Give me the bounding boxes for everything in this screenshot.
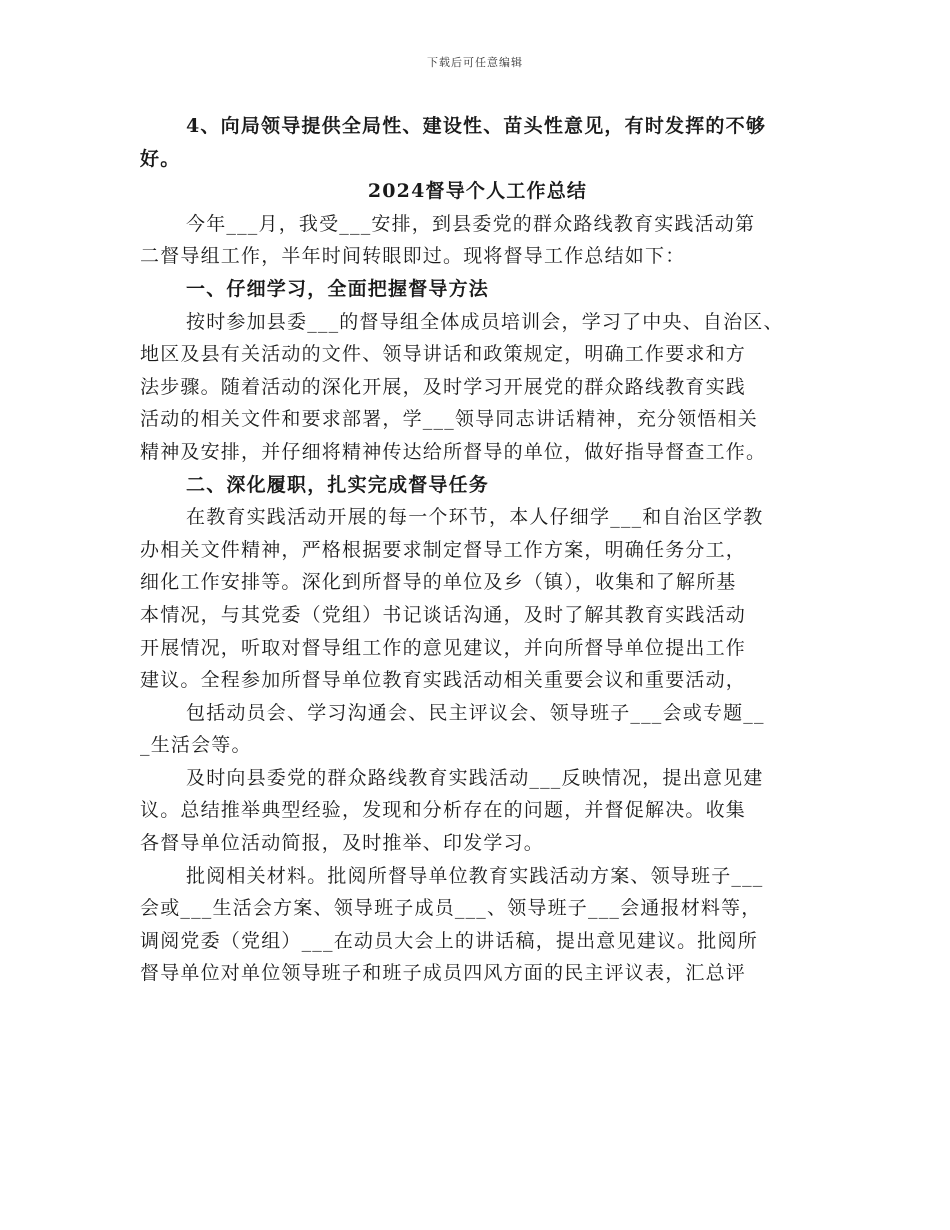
section-heading: 二、深化履职，扎实完成督导任务	[186, 473, 490, 496]
text-line: 开展情况，听取对督导组工作的意见建议，并向所督导单位提出工作	[140, 636, 747, 659]
text-line: 督导单位对单位领导班子和班子成员四风方面的民主评议表，汇总评	[140, 962, 747, 985]
text-line: 今年___月，我受___安排，到县委党的群众路线教育实践活动第	[186, 212, 756, 235]
text-line: 包括动员会、学习沟通会、民主评议会、领导班子___会或专题__	[186, 701, 765, 724]
text-line: _生活会等。	[140, 734, 252, 757]
text-line: 议。总结推举典型经验，发现和分析存在的问题，并督促解决。收集	[140, 799, 747, 822]
text-line: 会或___生活会方案、领导班子成员___、领导班子___会通报材料等，	[140, 897, 762, 920]
text-line: 办相关文件精神，严格根据要求制定督导工作方案，明确任务分工，	[140, 538, 747, 561]
text-line: 建议。全程参加所督导单位教育实践活动相关重要会议和重要活动，	[140, 669, 747, 692]
document-title: 2024督导个人工作总结	[367, 180, 588, 203]
page-header: 下载后可任意编辑	[427, 56, 523, 69]
text-line: 地区及县有关活动的文件、领导讲话和政策规定，明确工作要求和方	[140, 343, 747, 366]
text-line: 本情况，与其党委（党组）书记谈话沟通，及时了解其教育实践活动	[140, 603, 747, 626]
text-line: 法步骤。随着活动的深化开展，及时学习开展党的群众路线教育实践	[140, 375, 747, 398]
text-line: 细化工作安排等。深化到所督导的单位及乡（镇），收集和了解所基	[140, 571, 737, 594]
text-line: 好。	[140, 147, 181, 170]
text-line: 各督导单位活动简报，及时推举、印发学习。	[140, 832, 545, 855]
text-line: 按时参加县委___的督导组全体成员培训会，学习了中央、自治区、	[186, 310, 784, 333]
text-line: 二督导组工作，半年时间转眼即过。现将督导工作总结如下：	[140, 245, 686, 268]
section-heading: 一、仔细学习，全面把握督导方法	[186, 277, 490, 300]
text-line: 调阅党委（党组）___在动员大会上的讲话稿，提出意见建议。批阅所	[140, 929, 758, 952]
text-line: 在教育实践活动开展的每一个环节，本人仔细学___和自治区学教	[186, 506, 764, 529]
text-line: 活动的相关文件和要求部署，学___领导同志讲话精神，充分领悟相关	[140, 408, 758, 431]
text-line: 及时向县委党的群众路线教育实践活动___反映情况，提出意见建	[186, 766, 764, 789]
text-line: 4、向局领导提供全局性、建设性、苗头性意见，有时发挥的不够	[186, 115, 767, 137]
text-line: 批阅相关材料。批阅所督导单位教育实践活动方案、领导班子___	[186, 864, 764, 887]
text-line: 精神及安排，并仔细将精神传达给所督导的单位，做好指导督查工作。	[140, 440, 767, 463]
document-body	[140, 110, 815, 990]
